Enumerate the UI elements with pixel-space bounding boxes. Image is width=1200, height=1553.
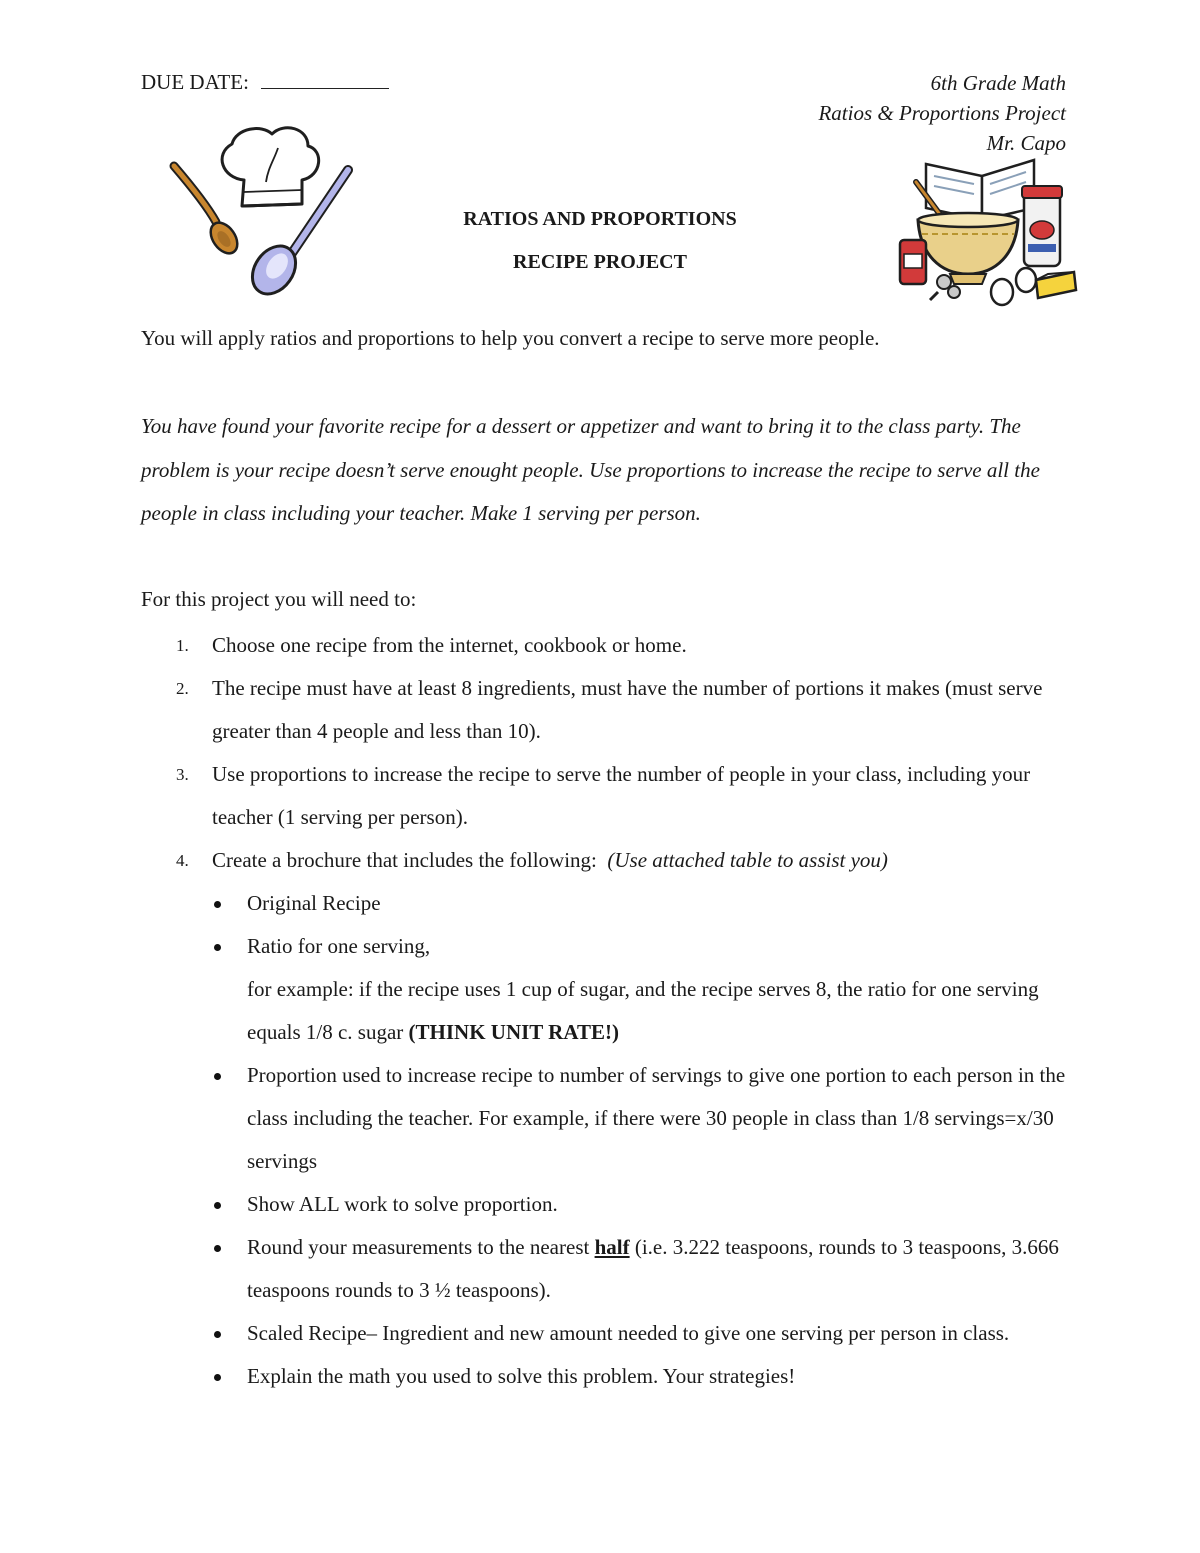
- step-number: 3.: [176, 765, 189, 784]
- list-item: [141, 839, 1071, 1398]
- step-text: Use proportions to increase the recipe to serve the number of people in your class, including your teacher (1 serving per person).: [212, 762, 1031, 829]
- bullet-emphasis: (THINK UNIT RATE!): [408, 1020, 619, 1044]
- intro-paragraph: You will apply ratios and proportions to help you convert a recipe to serve more people.: [141, 326, 880, 350]
- step-text: Choose one recipe from the internet, cookbook or home.: [212, 633, 687, 657]
- scenario-paragraph: You have found your favorite recipe for a dessert or appetizer and want to bring it to the class party. The problem is your recipe doesn’t serve enought people. Use proportions to increase the recipe to serve all the people in class including your teacher. Make 1 serving per person.: [141, 414, 1040, 525]
- baking-bowl-ingredients-icon: [898, 150, 1080, 310]
- bullet-text: Proportion used to increase recipe to number of servings to give one portion to each person in the class including the teacher. For example, if there were 30 people in class than 1/8 servings=x/30 servings: [247, 1063, 1066, 1173]
- bullet-item: [212, 925, 1071, 1054]
- title-line-1: RATIOS AND PROPORTIONS: [463, 208, 737, 230]
- bullet-text: Explain the math you used to solve this problem. Your strategies!: [247, 1364, 796, 1388]
- list-item: [141, 624, 1071, 667]
- step-note: (Use attached table to assist you): [607, 848, 888, 872]
- bullet-example: for example: if the recipe uses 1 cup of sugar, and the recipe serves 8, the ratio for one serving equals 1/8 c. sugar: [247, 977, 1039, 1044]
- list-item: [141, 753, 1071, 839]
- chef-hat-spoons-icon: [162, 118, 362, 296]
- bullet-item: [212, 1312, 1071, 1355]
- step-number: 2.: [176, 679, 189, 698]
- course-info: [818, 68, 1066, 158]
- bullet-text: Show ALL work to solve proportion.: [247, 1192, 558, 1216]
- bullet-emphasis: half: [594, 1235, 630, 1259]
- page-title: [400, 198, 800, 284]
- bullet-text: (i.e. 3.222 teaspoons, rounds to 3 teaspoons, 3.666 teaspoons rounds to 3 ½ teaspoons).: [247, 1235, 1059, 1302]
- step-number: 1.: [176, 636, 189, 655]
- due-date-label: DUE DATE:: [141, 70, 249, 94]
- brochure-bullets: [212, 882, 1071, 1398]
- due-date: [141, 70, 389, 95]
- bullet-text: Scaled Recipe– Ingredient and new amount needed to give one serving per person in class.: [247, 1321, 1010, 1345]
- bullet-text: Round your measurements to the nearest: [247, 1235, 595, 1259]
- steps-list: [141, 624, 1071, 1398]
- course-name: 6th Grade Math: [930, 71, 1066, 95]
- bullet-item: [212, 1355, 1071, 1398]
- bullet-item: [212, 1226, 1071, 1312]
- project-name: Ratios & Proportions Project: [818, 101, 1066, 125]
- step-text: Create a brochure that includes the following:: [212, 848, 608, 872]
- due-date-blank: [261, 70, 389, 89]
- requirements-heading: For this project you will need to:: [141, 587, 417, 611]
- bullet-item: [212, 882, 1071, 925]
- bullet-text: Original Recipe: [247, 891, 381, 915]
- step-text: The recipe must have at least 8 ingredients, must have the number of portions it makes (must serve greater than 4 people and less than 10).: [212, 676, 1043, 743]
- bullet-text: Ratio for one serving,: [247, 934, 431, 958]
- step-number: 4.: [176, 851, 189, 870]
- teacher-name: Mr. Capo: [986, 131, 1066, 155]
- bullet-item: [212, 1054, 1071, 1183]
- title-line-2: RECIPE PROJECT: [513, 251, 687, 273]
- bullet-item: [212, 1183, 1071, 1226]
- list-item: [141, 667, 1071, 753]
